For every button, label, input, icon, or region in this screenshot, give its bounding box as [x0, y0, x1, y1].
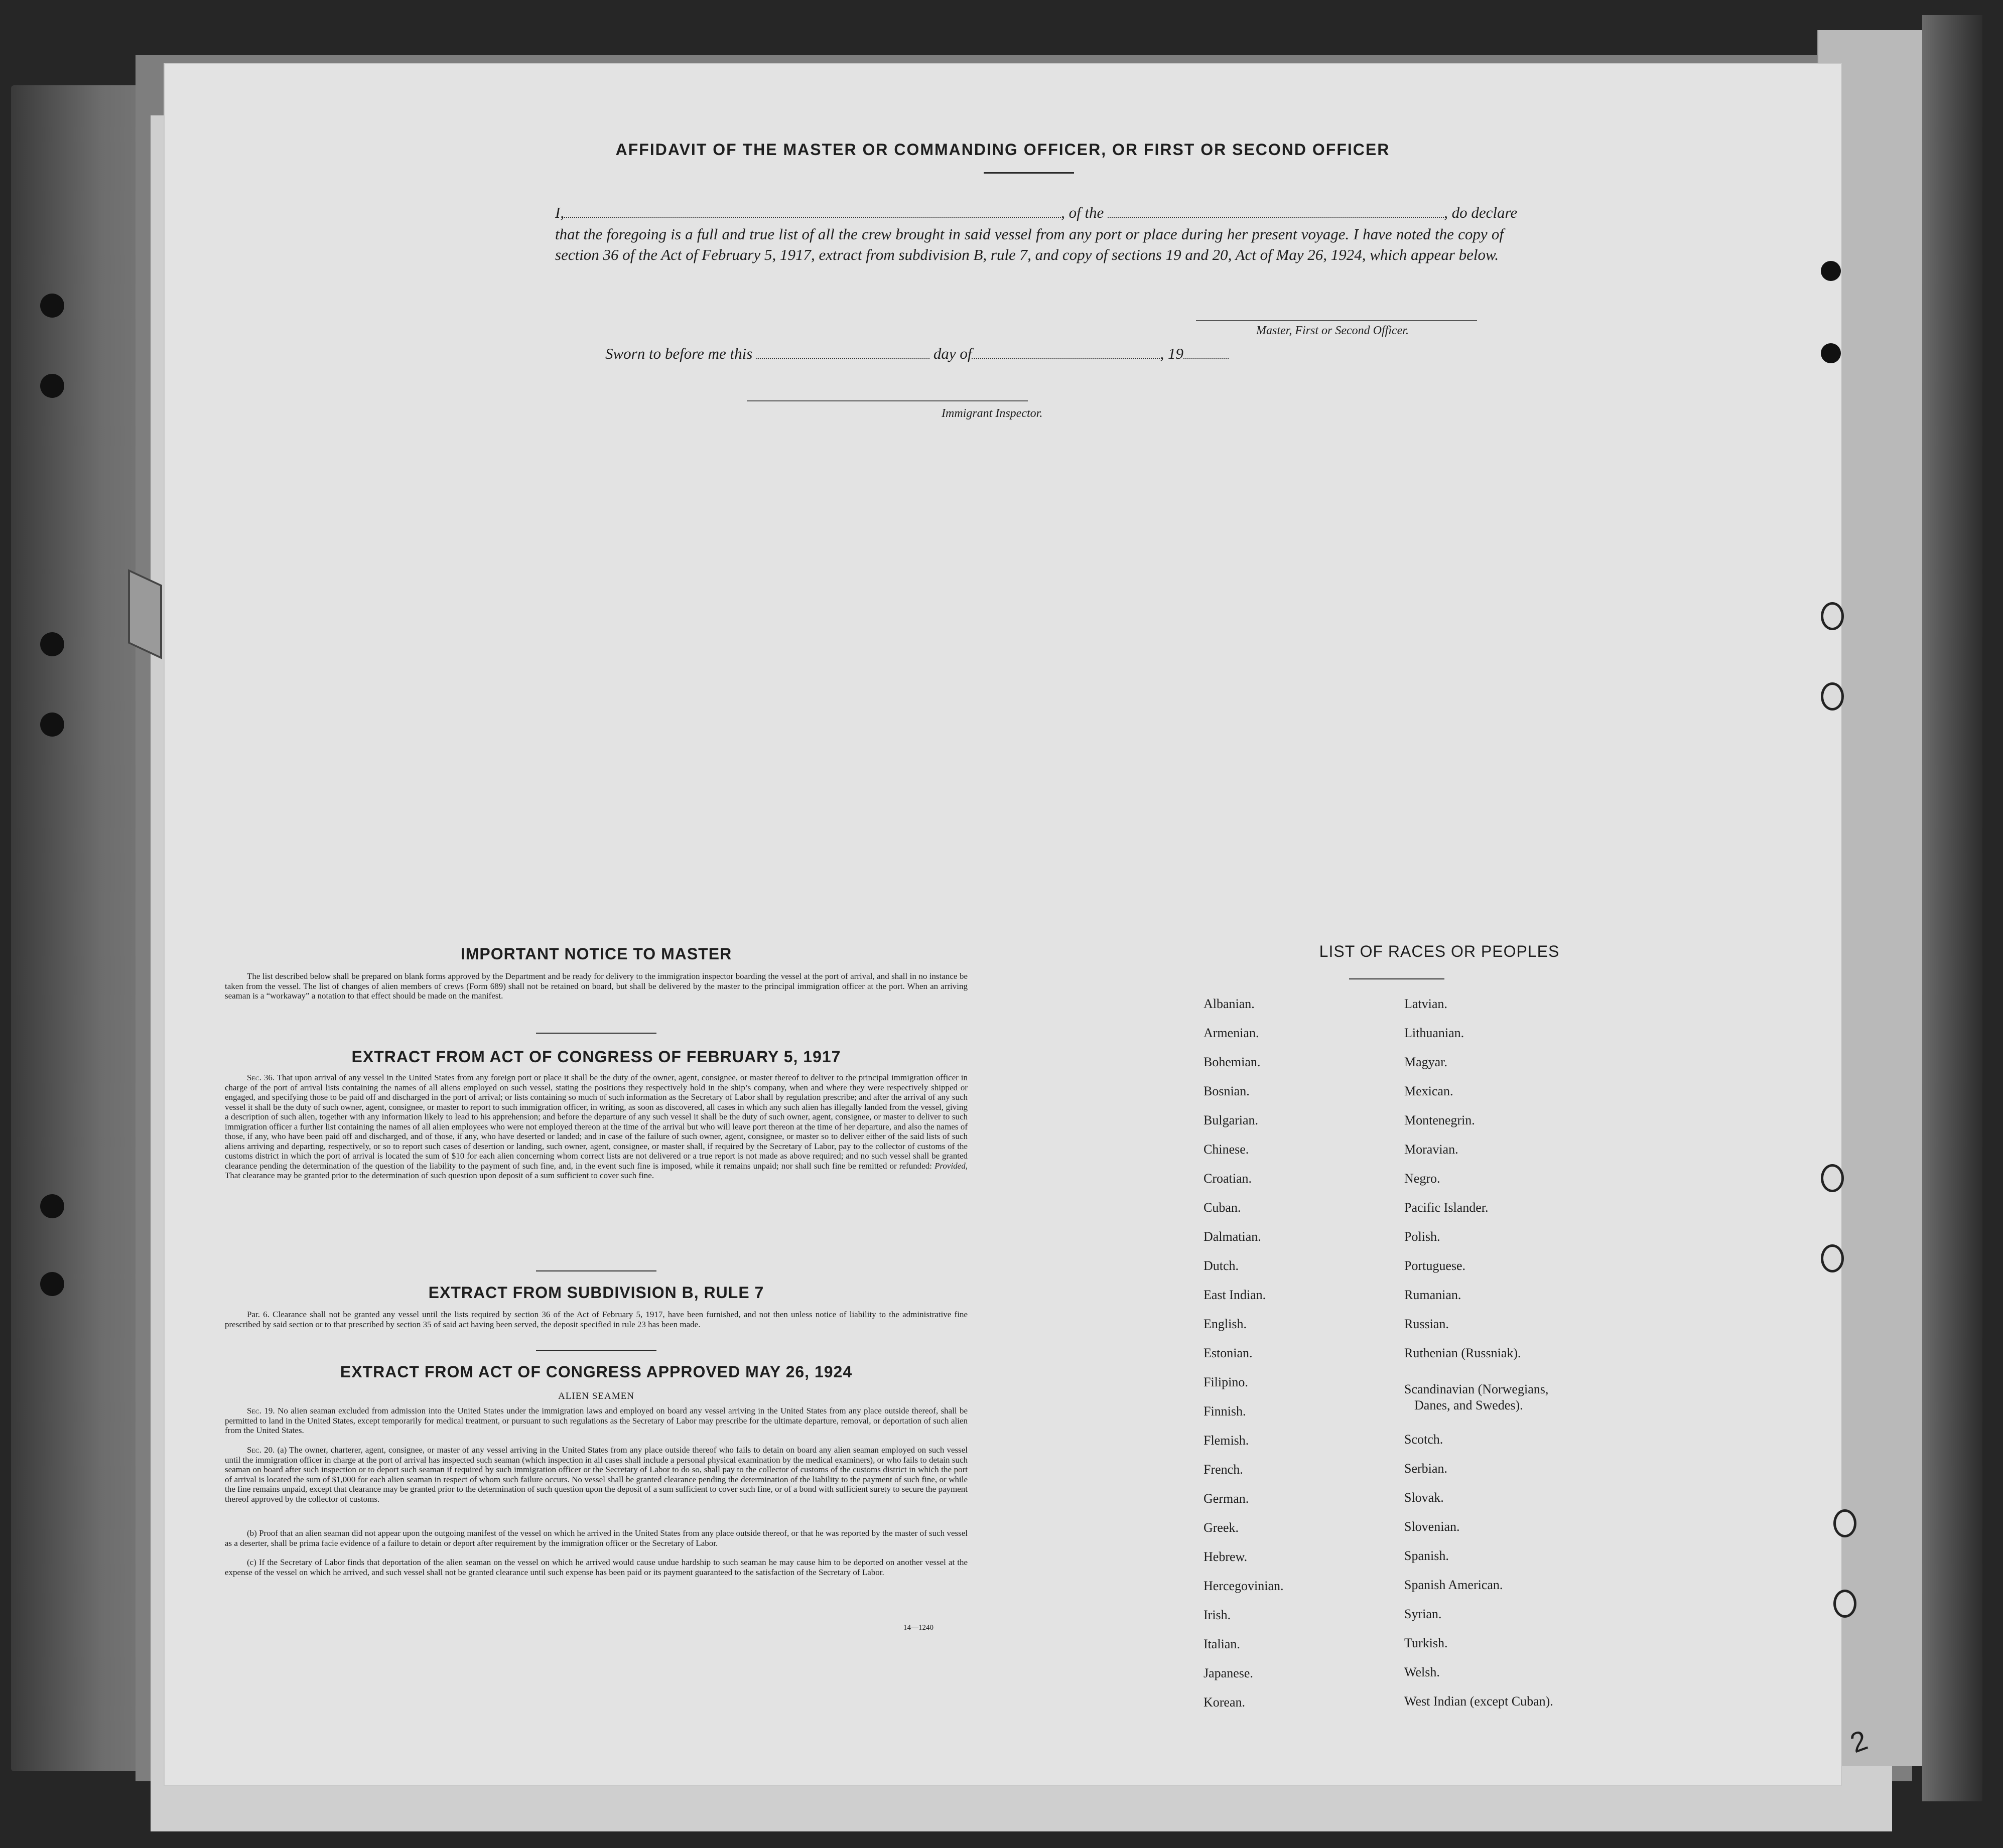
race-item: Moravian.: [1404, 1142, 1458, 1157]
rule7-rule: [536, 1350, 656, 1351]
race-item: Rumanian.: [1404, 1288, 1461, 1302]
sworn-year: , 19: [1160, 345, 1183, 362]
year-blank: [1183, 346, 1229, 359]
race-item: Croatian.: [1204, 1171, 1252, 1186]
race-item: Hebrew.: [1204, 1549, 1248, 1564]
punch-ring: [1821, 1164, 1844, 1192]
punch-ring: [1821, 1244, 1844, 1272]
race-item: Bohemian.: [1204, 1055, 1261, 1069]
race-item: Pacific Islander.: [1404, 1200, 1489, 1215]
race-item: Turkish.: [1404, 1636, 1448, 1650]
race-item: Spanish American.: [1404, 1578, 1503, 1592]
extract-1917-body: [225, 1073, 968, 1181]
race-item: Cuban.: [1204, 1200, 1241, 1215]
title-rule: [984, 172, 1074, 174]
race-item: Mexican.: [1404, 1084, 1453, 1098]
race-item: Welsh.: [1404, 1665, 1440, 1679]
affidavit-i: I,: [555, 204, 565, 221]
race-item: Filipino.: [1204, 1375, 1248, 1389]
affidavit-title: AFFIDAVIT OF THE MASTER OR COMMANDING OFFICER, OR FIRST OR SECOND OFFICER: [615, 140, 1390, 159]
sec-20a-text: (a) The owner, charterer, agent, consignee, or master of any vessel arriving in the United States from any place outside thereof who fails to detain on board any alien seaman employed on such vessel until the immigration officer in charge at the port of arrival has inspected such seaman (which inspection in all cases shall include a personal physical examination by the medical examiners), or who fails to detain such seaman on board after such inspection or to deport such seaman if required by such immigration officer or the Secretary of Labor to do so, shall pay to the collector of customs of the customs district in which the port of arrival is located the sum of $1,000 for each alien seaman in respect of whom such failure occurs. No vessel shall be granted clearance pending the determination of the liability to the payment of such fine, or while the fine remains unpaid, except that clearance may be granted prior to the determination of such question upon the deposit of a sum sufficient to cover such fine, or of a bond with sufficient surety to secure the payment thereof approved by the collector of customs.: [225, 1445, 968, 1504]
punch-hole: [40, 374, 64, 398]
sec-19-text: No alien seaman excluded from admission into the United States under the immigration laws and employed on board any vessel arriving in the United States from any place outside thereof, shall be permitted to land in the United States, except temporarily for medical treatment, or pursuant to such regulations as the Secretary of Labor may prescribe for the ultimate departure, removal, or deportation of such alien from the United States.: [225, 1406, 968, 1435]
race-item: Polish.: [1404, 1229, 1440, 1244]
race-item: Irish.: [1204, 1608, 1231, 1622]
alien-seamen-subtitle: ALIEN SEAMEN: [558, 1391, 634, 1401]
day-blank: [756, 346, 929, 359]
race-item: Albanian.: [1204, 997, 1255, 1011]
notice-rule: [536, 1033, 656, 1034]
race-item: Magyar.: [1404, 1055, 1447, 1069]
race-item: Scandinavian (Norwegians,: [1404, 1382, 1549, 1396]
name-blank: [564, 205, 1061, 218]
punch-hole: [40, 1272, 64, 1296]
race-item: Finnish.: [1204, 1404, 1246, 1418]
race-item: Armenian.: [1204, 1026, 1259, 1040]
race-item: German.: [1204, 1491, 1249, 1506]
extract-1917-title: EXTRACT FROM ACT OF CONGRESS OF FEBRUARY 5, 1917: [351, 1048, 841, 1066]
form-number: 14—1240: [903, 1624, 933, 1632]
proviso-text: That clearance may be granted prior to the determination of such question upon deposit of a sum sufficient to cover such fine.: [225, 1171, 654, 1180]
race-item: Danes, and Swedes).: [1414, 1398, 1523, 1412]
inspector-signature-line: [747, 400, 1028, 401]
affidavit-of-the: , of the: [1061, 204, 1104, 221]
race-item: Estonian.: [1204, 1346, 1253, 1360]
race-item: Flemish.: [1204, 1433, 1249, 1448]
sworn-line: [605, 343, 1229, 364]
race-item: Greek.: [1204, 1520, 1239, 1535]
race-item: Slovenian.: [1404, 1519, 1460, 1534]
punch-hole: [40, 294, 64, 318]
punch-ring: [1821, 682, 1844, 710]
race-item: Syrian.: [1404, 1607, 1442, 1621]
notice-body: The list described below shall be prepared on blank forms approved by the Department and be ready for delivery to the immigration inspector boarding the vessel at the port of arrival, and shall in no instance be taken from the vessel. The list of changes of alien members of crews (Form 689) shall not be retained on board, but shall be delivered by the master to the principal immigration officer at the port. When an arriving seaman is a “workaway” a notation to that effect should be made on the manifest.: [225, 971, 968, 1001]
affidavit-declaration-line: [555, 202, 1517, 223]
race-item: Scotch.: [1404, 1432, 1443, 1447]
punch-ring: [1821, 602, 1844, 630]
race-item: Italian.: [1204, 1637, 1240, 1651]
sec-36-text: That upon arrival of any vessel in the United States from any foreign port or place it shall be the duty of the owner, agent, consignee, or master thereof to deliver to the principal immigration officer in charge of the port of arrival lists containing the names of all aliens employed on such vessel, stating the positions they respectively hold in the ship’s company, when and where they were respectively shipped or engaged, and specifying those to be paid off and discharged in the port of arrival; or lists containing so much of such information as the Secretary of Labor shall by regulation prescribe; and after the arrival of any such vessel it shall be the duty of such owner, agent, consignee, or master to report to such immigration officer, in writing, as soon as discovered, all cases in which any such alien has illegally landed from the vessel, giving a description of such alien, together with any information likely to lead to his apprehension; and before the departure of any such vessel it shall be the duty of such owner, agent, consignee, or master to deliver to such immigration officer a further list containing the names of all alien employees who were not employed thereon at the time of the arrival but who will leave port thereon at the time of her departure, and also the names of those, if any, who have been paid off and discharged, and of those, if any, who have deserted or landed; and in case of the failure of such owner, agent, consignee, or master so to deliver either of the said lists of such aliens arriving and departing, respectively, or so to report such cases of desertion or landing, such owner, agent, consignee, or master shall, if required by the Secretary of Labor, pay to the collector of customs of the customs district in which the port of arrival is located the sum of $10 for each alien concerning whom correct lists are not delivered or a true report is not made as above required; and no such vessel shall be granted clearance pending the determination of the question of the liability to the payment of such fine, and, in the event such fine is imposed, while it remains unpaid; nor shall such fine be remitted or refunded:: [225, 1073, 968, 1171]
proviso-label: Provided,: [934, 1161, 968, 1171]
races-rule: [1349, 978, 1444, 979]
sec-20a-para: [225, 1445, 968, 1504]
race-item: Japanese.: [1204, 1666, 1253, 1680]
punch-hole: [40, 1194, 64, 1218]
sec-20c-para: (c) If the Secretary of Labor finds that deportation of the alien seaman on the vessel on which he arrived would cause undue hardship to such seaman he may cause him to be deported on another vessel at the expense of the vessel on which he arrived, and such vessel shall not be granted clearance until such expense has been paid or its payment guaranteed to the satisfaction of the Secretary of Labor.: [225, 1557, 968, 1577]
affidavit-declare: , do declare: [1444, 204, 1518, 221]
race-item: English.: [1204, 1317, 1247, 1331]
rule7-body: Par. 6. Clearance shall not be granted any vessel until the lists required by section 36 of the Act of February 5, 1917, have been furnished, and not then unless notice of liability to the administrative fine prescribed by said section or to that prescribed by section 35 of said act having been served, the deposit specified in rule 23 has been made.: [225, 1310, 968, 1329]
race-item: Spanish.: [1404, 1548, 1449, 1563]
race-item: Serbian.: [1404, 1461, 1447, 1476]
punch-hole: [40, 713, 64, 737]
races-title: LIST OF RACES OR PEOPLES: [1319, 942, 1560, 960]
race-item: Latvian.: [1404, 997, 1447, 1011]
inspector-caption: Immigrant Inspector.: [942, 407, 1043, 420]
race-item: Negro.: [1404, 1171, 1440, 1186]
sworn-prefix: Sworn to before me this: [605, 345, 753, 362]
rule7-title: EXTRACT FROM SUBDIVISION B, RULE 7: [428, 1284, 764, 1302]
tab-marker: [128, 569, 162, 659]
extract-1917-rule: [536, 1270, 656, 1271]
sec-20b-para: (b) Proof that an alien seaman did not appear upon the outgoing manifest of the vessel on which he arrived in the United States from any place outside thereof, or that he was reported by the master of such vessel as a deserter, shall be prima facie evidence of a failure to detain or deport after requirement by the immigration officer or the Secretary of Labor.: [225, 1528, 968, 1548]
race-item: Russian.: [1404, 1317, 1449, 1331]
margin-note: 2: [1846, 1724, 1872, 1759]
punch-ring: [1833, 1509, 1856, 1537]
race-item: West Indian (except Cuban).: [1404, 1694, 1553, 1709]
sec-36-label: Sec. 36.: [247, 1073, 275, 1082]
race-item: Chinese.: [1204, 1142, 1249, 1157]
race-item: Portuguese.: [1404, 1258, 1466, 1273]
race-item: Dutch.: [1204, 1258, 1239, 1273]
race-item: Lithuanian.: [1404, 1026, 1464, 1040]
race-item: Slovak.: [1404, 1490, 1444, 1505]
sec-19-para: [225, 1406, 968, 1436]
sec-19-label: Sec. 19.: [247, 1406, 275, 1415]
binder-right-edge: [1922, 15, 1982, 1801]
extract-1924-title: EXTRACT FROM ACT OF CONGRESS APPROVED MAY 26, 1924: [340, 1363, 853, 1381]
race-item: East Indian.: [1204, 1288, 1266, 1302]
sec-20-label: Sec. 20.: [247, 1445, 275, 1455]
race-item: Ruthenian (Russniak).: [1404, 1346, 1521, 1360]
sworn-day-of: day of: [933, 345, 972, 362]
race-item: Dalmatian.: [1204, 1229, 1261, 1244]
signature-line: [1196, 320, 1477, 321]
race-item: Korean.: [1204, 1695, 1246, 1710]
affidavit-body: that the foregoing is a full and true list of all the crew brought in said vessel from any port or place during her present voyage. I have noted the copy of section 36 of the Act of February 5, 1917, extract from subdivision B, rule 7, and copy of sections 19 and 20, Act of May 26, 1924, which appear below.: [555, 225, 1504, 263]
vessel-blank: [1108, 205, 1444, 218]
race-item: Bosnian.: [1204, 1084, 1250, 1098]
notice-title: IMPORTANT NOTICE TO MASTER: [460, 945, 732, 963]
punch-hole: [1821, 343, 1841, 363]
race-item: French.: [1204, 1462, 1243, 1477]
punch-hole: [40, 632, 64, 656]
race-item: Bulgarian.: [1204, 1113, 1259, 1127]
race-item: Hercegovinian.: [1204, 1579, 1284, 1593]
punch-hole: [1821, 261, 1841, 281]
document-sheet: [165, 64, 1872, 1785]
month-blank: [972, 346, 1160, 359]
punch-ring: [1833, 1590, 1856, 1618]
race-item: Montenegrin.: [1404, 1113, 1475, 1127]
master-caption: Master, First or Second Officer.: [1256, 324, 1409, 337]
